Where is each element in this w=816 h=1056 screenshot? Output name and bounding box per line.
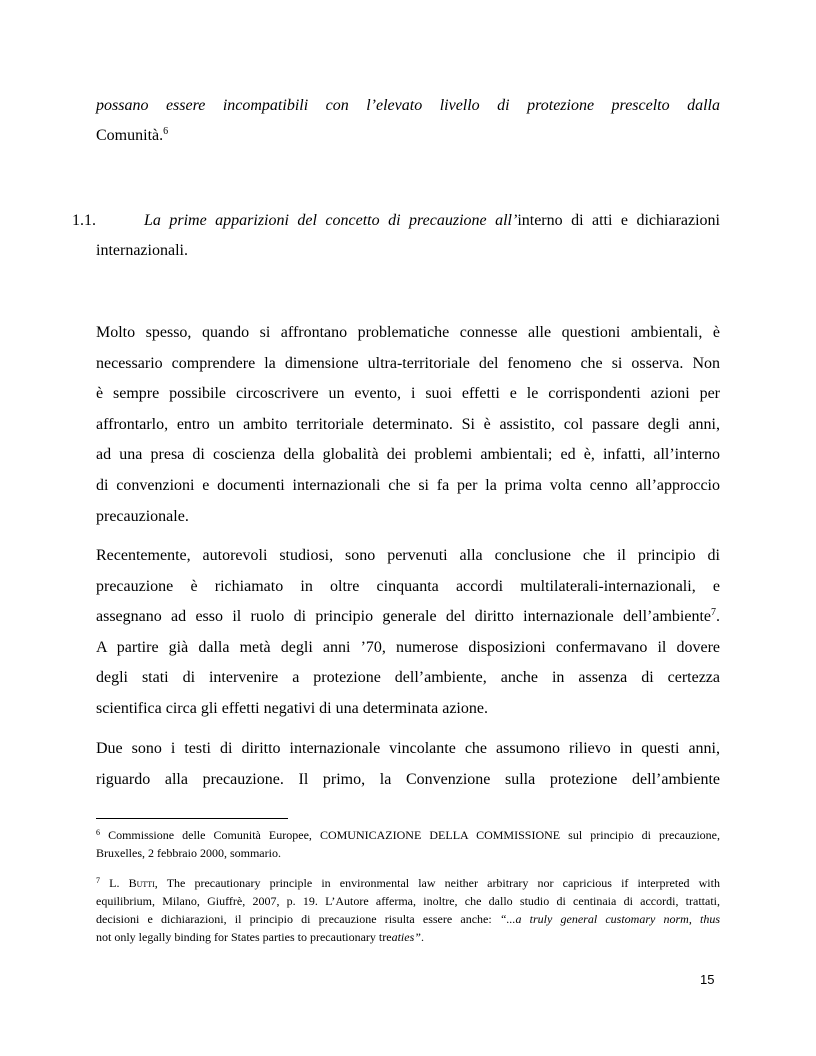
p2-line: scientifica circa gli effetti negativi di una determinata azione. xyxy=(96,699,488,717)
p1-line: di convenzioni e documenti internazionali che si fa per la prima volta cenno all’approccio xyxy=(96,476,720,494)
footnote-7-number: 7 xyxy=(96,876,100,885)
fn7-line-2: equilibrium, Milano, Giuffrè, 2007, p. 19. L’Autore afferma, inoltre, che dallo studio di centinaia di accordi, trattati, xyxy=(96,894,720,908)
p2-line: A partire già dalla metà degli anni ’70, numerose disposizioni confermavano il dovere xyxy=(96,638,720,656)
p2-line: precauzione è richiamato in oltre cinquanta accordi multilaterali-internazionali, e xyxy=(96,577,720,595)
section-title-cont: internazionali. xyxy=(96,242,188,259)
fn7-line-4: not only legally binding for States parties to precautionary treaties”. xyxy=(96,930,424,944)
intro-line-1: possano essere incompatibili con l’elevato livello di protezione prescelto dalla xyxy=(96,97,720,114)
p1-line: affrontarlo, entro un ambito territoriale determinato. Si è assistito, col passare degli anni, xyxy=(96,415,720,433)
p1-line: Molto spesso, quando si affrontano problematiche connesse alle questioni ambientali, è xyxy=(96,324,720,341)
paragraph-3 xyxy=(96,734,720,795)
fn6-line-1: $^6$ Commissione delle Comunità Europee, COMUNICAZIONE DELLA COMMISSIONE sul principio di precauzione, xyxy=(96,828,720,842)
intro-paragraph xyxy=(96,91,720,122)
footnote-ref-7[interactable]: 7 xyxy=(711,607,716,619)
fn7-line-3: decisioni e dichiarazioni, il principio di precauzione risulta essere anche: “...a truly general customary norm, thus xyxy=(96,912,720,926)
p2-line: assegnano ad esso il ruolo di principio generale del diritto internazionale dell’ambiente$^7$. xyxy=(96,607,720,626)
footnote-7 xyxy=(96,874,720,946)
fn7-line-1: $^7$ L. Butti, The precautionary principle in environmental law neither arbitrary nor capricious if interpreted with xyxy=(96,876,720,890)
p2-line: degli stati di intervenire a protezione dell’ambiente, anche in assenza di certezza xyxy=(96,669,720,687)
page-number: 15 xyxy=(700,972,715,987)
footnote-6-number: 6 xyxy=(96,828,100,837)
footnote-separator xyxy=(96,818,288,819)
section-number: 1.1. xyxy=(72,212,96,229)
footnote-ref-6[interactable]: 6 xyxy=(163,126,169,137)
p1-line: è sempre possibile circoscrivere un evento, i suoi effetti e le corrispondenti azioni per xyxy=(96,385,720,403)
p3-line: Due sono i testi di diritto internazionale vincolante che assumono rilievo in questi anni, xyxy=(96,740,720,757)
footnote-6 xyxy=(96,826,720,862)
section-heading xyxy=(144,206,720,236)
author-name: Butti xyxy=(128,876,155,890)
intro-line-2: Comunità.$^6$ xyxy=(96,126,169,144)
paragraph-2 xyxy=(96,541,720,725)
section-title-line: La prime apparizioni del concetto di precauzione all’interno di atti e dichiarazioni xyxy=(144,212,721,229)
p2-line: Recentemente, autorevoli studiosi, sono pervenuti alla conclusione che il principio di xyxy=(96,547,720,564)
intro-paragraph-end xyxy=(96,121,720,152)
fn6-line-2: Bruxelles, 2 febbraio 2000, sommario. xyxy=(96,846,281,860)
p1-line: precauzionale. xyxy=(96,507,189,525)
paragraph-1 xyxy=(96,318,720,532)
p1-line: ad una presa di coscienza della globalità dei problemi ambientali; ed è, infatti, all’interno xyxy=(96,446,720,464)
p1-line: necessario comprendere la dimensione ultra-territoriale del fenomeno che si osserva. Non xyxy=(96,354,720,372)
p3-line: riguardo alla precauzione. Il primo, la Convenzione sulla protezione dell’ambiente xyxy=(96,770,720,788)
